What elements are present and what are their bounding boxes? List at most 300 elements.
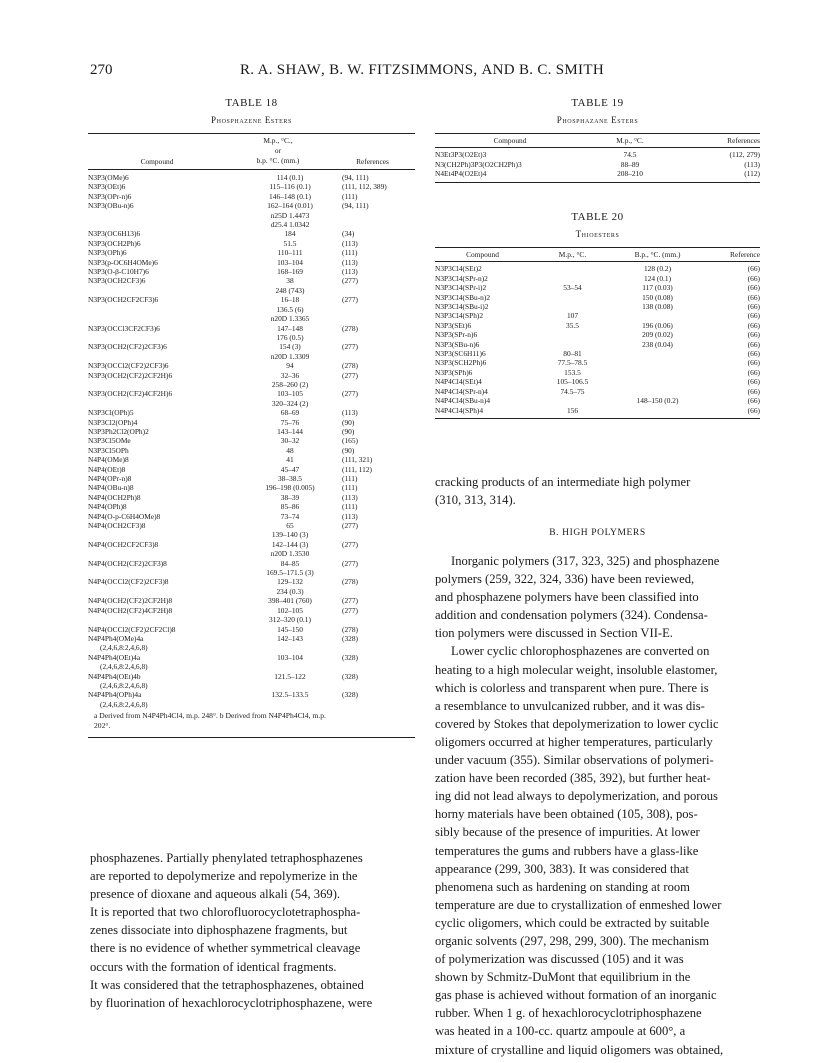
table-cell: N3P3(SPh)6 [435,367,473,377]
table-cell: N3P3(O-β-C10H7)6 [88,267,149,277]
table-row [88,483,415,492]
table-cell: 74.5 [623,150,637,160]
table-row [435,358,760,367]
table-row [435,340,760,349]
table-cell: 75–76 [280,417,300,427]
table-cell [88,549,238,558]
table-row [88,512,415,521]
table-cell: (66) [747,367,760,377]
table-row [88,474,415,483]
table-cell [342,305,415,314]
text-line: of polymerization was discussed (105) and it was [435,952,684,967]
table-row [88,220,415,229]
running-head-part: R. A. S [240,62,286,78]
table-cell [615,311,700,320]
table-row [88,258,415,267]
table-cell: N3P3Cl4(SPr-i)2 [435,283,487,293]
table-18 [88,97,415,738]
table-cell: N4P4(OCH2CF2CF3)8 [88,539,159,549]
table-cell: (277) [342,389,359,399]
text-line: oligomers occurred at higher temperatures, particularly [435,734,713,749]
table-cell: 258–260 (2) [271,379,309,389]
table-cell [342,681,415,690]
table-row [88,577,415,586]
table-cell: 105–106.5 [556,377,589,387]
table-cell: (90) [342,426,355,436]
table-cell [342,286,415,295]
table-cell: N3P3Cl4(SEt)2 [435,264,482,274]
table-cell [342,220,415,229]
table-20 [435,211,760,419]
text-line: temperature are due to crystallization of enmeshed lower [435,897,722,912]
text-line: cracking products of an intermediate high polymer [435,475,691,489]
table-cell: 196–198 (0.005) [265,483,315,493]
table-cell: 145–150 [277,624,303,634]
table-cell: N3P3(p-OC6H4OMe)6 [88,257,158,267]
table-cell [342,549,415,558]
table-row [88,286,415,295]
running-head-part: AND [481,62,515,78]
table-cell [88,286,238,295]
table-cell: 398–401 (760) [268,596,312,606]
table-row [435,330,760,339]
table-cell: 132.5–133.5 [271,690,309,700]
table-cell: N4P4(OCH2(CF2)2CF3)8 [88,558,167,568]
table-cell: 124 (0.1) [643,273,672,283]
table-cell: 234 (0.3) [276,586,304,596]
table-row [88,446,415,455]
table-row [435,311,760,320]
table-cell: N3P3(OBu-n)6 [88,201,134,211]
table-row [435,321,760,330]
table-cell: (277) [342,521,359,531]
table-cell: 153.5 [564,367,581,377]
table-row [88,324,415,333]
table-cell: (328) [342,690,359,700]
table-18-subtitle: Phosphazene Esters [211,115,292,125]
table-cell [530,340,615,349]
table-row [88,653,415,662]
table-cell: (328) [342,652,359,662]
table-cell: 107 [566,311,579,321]
table-cell: 156 [566,405,579,415]
table-cell: N4P4(OCCl2(CF2)2CF2Cl)8 [88,624,176,634]
table-cell: N4P4(OMe)8 [88,455,129,465]
right-column-text [435,552,760,1059]
table-19 [435,97,760,183]
table-cell [615,387,700,396]
table-cell: N4P4Cl4(SBu-n)4 [435,396,491,406]
column-header-mp [226,136,330,166]
table-cell [342,352,415,361]
table-cell: N3P3(OCH2(CF2)4CF2H)6 [88,389,173,399]
table-18-footnote [88,711,415,731]
text-line: zenes dissociate into diphosphazene fragments, but [90,923,348,938]
table-row [88,493,415,502]
table-cell: 150 (0.08) [642,292,673,302]
table-cell: N4P4(OPh)8 [88,502,127,512]
table-cell: (277) [342,276,359,286]
column-header-compound: Compound [493,136,527,145]
table-cell: N3P3(SC6H11)6 [435,349,486,359]
table-cell [342,211,415,220]
table-row [88,596,415,605]
table-cell: N3(CH2Ph)3P3(O2CH2Ph)3 [435,159,522,169]
table-cell: (277) [342,605,359,615]
table-cell: N4P4(OEt)8 [88,464,126,474]
text-line: tion polymers were discussed in Section VII-E. [435,626,673,641]
text-line: presence of dioxane and aqueous alkali (54, 369). [90,887,341,902]
table-cell: (66) [747,339,760,349]
text-line: polymers (259, 322, 324, 336) have been reviewed, [435,572,695,587]
table-cell: 143–144 [277,426,303,436]
table-row [435,406,760,415]
table-row [435,368,760,377]
table-cell [342,700,415,709]
table-cell [88,530,238,539]
table-cell: (2,4,6,8:2,4,6,8) [100,662,148,672]
table-cell: N3P3(OCCl2(CF2)2CF3)6 [88,361,169,371]
table-cell: (328) [342,671,359,681]
table-cell [88,333,238,342]
table-cell [615,406,700,415]
table-cell: (111) [342,474,358,483]
table-cell: N3P3(OCH2(CF2)2CF3)6 [88,342,167,352]
table-cell: N4P4(OBu-n)8 [88,483,134,493]
table-20-body [435,264,760,415]
column-header-references: References [356,156,389,166]
table-cell: 147–148 [277,323,303,333]
text-line: It was considered that the tetraphosphazenes, obtained [90,977,364,992]
text-line: mixture of crystalline and liquid oligomers was obtained, [435,1042,724,1057]
table-row [435,293,760,302]
table-cell: N4P4(OCH2Ph)8 [88,492,141,502]
table-cell: N3P3(OMe)6 [88,173,129,182]
table-cell: N4P4Ph4(OMe)4a [88,633,144,643]
table-cell [615,377,700,386]
table-cell: 65 [286,521,294,531]
table-cell: (66) [747,320,760,330]
table-cell: (111) [342,502,358,512]
table-row [88,276,415,285]
table-cell: N3P3(OC6H13)6 [88,229,141,239]
table-cell: (277) [342,295,359,305]
table-cell: (66) [747,396,760,406]
table-row [435,377,760,386]
table-row [88,465,415,474]
table-cell: N3P3Ph2Cl2(OPh)2 [88,426,149,436]
table-row [88,211,415,220]
table-cell [342,314,415,323]
table-cell: N3P3(SCH2Ph)6 [435,358,487,368]
table-cell: 128 (0.2) [643,264,672,274]
table-cell: 176 (0.5) [276,332,304,342]
table-row [88,229,415,238]
table-cell: 30–32 [280,436,300,446]
table-row [88,625,415,634]
footnote-line: a Derived from N4P4Ph4Cl4, m.p. 248°. b Derived from N4P4Ph4Cl4, m.p. [94,711,326,721]
table-row [88,399,415,408]
table-cell: 41 [286,455,294,465]
table-row [435,169,760,178]
text-line: which is colorless and transparent when pure. There is [435,680,709,695]
column-header-mp-line: M.p., °C., [263,136,293,145]
table-cell: (66) [747,273,760,283]
table-row [88,314,415,323]
table-cell: 168–169 [277,267,303,277]
running-head-part: MITH [564,62,604,78]
table-cell: (111, 112, 389) [342,182,387,192]
table-cell: 136.5 (6) [276,304,304,314]
table-cell: N4P4Cl4(SEt)4 [435,377,482,387]
column-header-mp-line: or [274,146,282,155]
table-cell: 51.5 [283,238,297,248]
table-cell [238,681,342,690]
table-row [435,387,760,396]
text-line: temperatures the gums and rubbers have a glass-like [435,843,699,858]
table-cell: (34) [342,229,355,239]
table-cell: (113) [342,492,358,502]
text-line: and phosphazene polymers have been classified into [435,590,699,605]
table-row [88,389,415,398]
column-header-compound: Compound [466,250,499,259]
table-cell: 196 (0.06) [642,320,673,330]
text-line: ing did not lead always to depolymerization, and porous [435,789,718,804]
footnote-line: 202°. [94,721,111,731]
table-row [88,192,415,201]
table-cell: 139–140 (3) [271,530,309,540]
text-line: are reported to depolymerize and repolymerize in the [90,869,358,884]
text-line: shown by Schmitz-DuMont that equilibrium in the [435,970,691,985]
table-cell: N3P3(OCCl3CF2CF3)6 [88,323,160,333]
table-cell: N3P3(OPh)6 [88,248,127,258]
table-cell: (111) [342,483,358,493]
table-cell: 35.5 [566,320,579,330]
text-line: phenomena such as hardening on standing at room [435,879,690,894]
table-20-title: TABLE 20 [571,211,624,223]
table-cell: (328) [342,633,359,643]
table-18-body [88,173,415,709]
table-cell: (111, 112) [342,464,372,474]
table-cell: 209 (0.02) [642,330,673,340]
table-cell: 138 (0.08) [642,302,673,312]
table-cell [530,396,615,405]
table-cell: 38–39 [280,492,300,502]
text-line: addition and condensation polymers (324). Condensa- [435,608,708,623]
table-cell: n25D 1.4473 [270,210,310,220]
table-cell: 16–18 [280,295,300,305]
table-cell: (2,4,6,8:2,4,6,8) [100,680,148,690]
table-cell [342,643,415,652]
table-cell: 88–89 [620,159,640,169]
table-cell: (66) [747,386,760,396]
table-cell [88,220,238,229]
table-cell: 38–38.5 [277,474,303,483]
table-cell: (94, 111) [342,201,369,211]
table-row [88,530,415,539]
table-row [88,634,415,643]
table-row [435,349,760,358]
table-cell: (113) [342,238,358,248]
table-20-header [435,250,760,259]
table-cell: (2,4,6,8:2,4,6,8) [100,643,148,653]
table-row [88,295,415,304]
table-cell: (277) [342,370,359,380]
table-cell: N3P3(SPr-n)6 [435,330,478,340]
text-line: Inorganic polymers (317, 323, 325) and phosphazene [451,554,720,568]
table-cell [88,352,238,361]
table-cell: N3P3(OCH2CF2CF3)6 [88,295,159,305]
table-cell: N3P3(OPr-n)6 [88,191,132,201]
table-row [88,352,415,361]
text-line: Lower cyclic chlorophosphazenes are converted on [451,644,710,659]
text-line: phosphazenes. Partially phenylated tetraphosphazenes [90,851,363,865]
table-cell: 312–320 (0.1) [269,615,311,625]
table-row [88,681,415,690]
table-cell [342,399,415,408]
table-cell: 148–150 (0.2) [636,396,679,406]
table-cell: N3Et3P3(O2Et)3 [435,150,487,160]
table-cell: 142–143 [277,633,303,643]
table-cell: (277) [342,596,359,606]
table-row [435,160,760,169]
table-row [88,615,415,624]
table-cell: N4Et4P4(O2Et)4 [435,169,487,179]
table-cell [238,662,342,671]
table-cell: N3P3(OCH2Ph)6 [88,238,141,248]
table-cell: N3P3Cl5OPh [88,445,129,455]
text-line: It is reported that two chlorofluorocyclotetraphospha- [90,905,361,920]
table-cell: 110–111 [277,248,303,258]
text-line: by fluorination of hexachlorocyclotriphosphazene, were [90,995,373,1010]
table-cell [342,530,415,539]
table-row [88,418,415,427]
text-line: heating to a high molecular weight, insoluble elastomer, [435,662,718,677]
table-cell: 169.5–171.5 (3) [266,568,314,578]
running-head-part: ITZSIMMONS [377,62,474,78]
table-18-title: TABLE 18 [225,97,278,109]
table-cell: 32–36 [280,370,300,380]
table-row [88,662,415,671]
table-cell [342,380,415,389]
text-line: occurs with the formation of identical fragments. [90,959,337,974]
table-cell: (66) [747,330,760,340]
text-line: rubber. When 1 g. of hexachlorocyclotriphosphazene [435,1006,702,1021]
table-cell: 77.5–78.5 [557,358,588,368]
table-cell: (66) [747,349,760,359]
table-row [88,333,415,342]
table-row [88,672,415,681]
table-cell: N3P3Cl2(OPh)4 [88,417,138,427]
table-cell: (94, 111) [342,173,369,182]
table-cell: N3P3(OEt)6 [88,182,126,192]
text-line: appearance (299, 300, 383). It was considered that [435,861,689,876]
table-cell [88,380,238,389]
table-cell: 102–105 [277,605,303,615]
table-cell [88,399,238,408]
table-cell: 146–148 (0.1) [269,191,311,201]
text-line: zation have been recorded (385, 392), but further heat- [435,771,711,786]
text-line: under vacuum (355). Similar observations of polymeri- [435,753,714,768]
table-cell: 208–210 [617,169,643,179]
table-cell: 80–81 [563,349,582,359]
column-header-mp-line: b.p. °C. (mm.) [256,156,300,165]
table-cell: (66) [747,358,760,368]
table-row [88,455,415,464]
table-cell: 238 (0.04) [642,339,673,349]
left-column-text [90,849,415,1012]
column-header-compound: Compound [140,156,174,166]
table-cell: (66) [747,405,760,415]
table-cell [238,643,342,652]
table-cell [615,349,700,358]
table-cell: (277) [342,539,359,549]
table-cell [530,274,615,283]
table-cell: n20D 1.3309 [270,351,310,361]
table-cell: (90) [342,445,355,455]
table-cell: 154 (3) [279,342,301,352]
table-cell: (112) [744,169,760,179]
column-header-mp: M.p., °C. [558,250,587,259]
table-cell: (111, 321) [342,455,373,465]
table-cell: (66) [747,377,760,387]
table-cell [342,587,415,596]
table-cell: (90) [342,417,355,427]
table-cell: n20D 1.3365 [270,314,310,324]
table-cell: (113) [744,159,760,169]
table-cell: (112, 279) [729,150,760,160]
table-cell [615,358,700,367]
table-cell: (66) [747,311,760,321]
table-cell: N3P3(OCH2(CF2)2CF2H)6 [88,370,173,380]
table-cell: N3P3Cl4(SBu-i)2 [435,302,489,312]
table-cell: 53–54 [563,283,582,293]
table-cell: N4P4(OPr-n)8 [88,474,132,483]
table-cell: 121.5–122 [274,671,306,681]
table-row [88,700,415,709]
table-row [88,427,415,436]
table-cell: 115–116 (0.1) [269,182,311,192]
table-row [88,380,415,389]
running-head-part: B. C. S [514,62,565,78]
table-cell: (277) [342,342,359,352]
text-line: sibly because of the presence of impurities. At lower [435,825,700,840]
text-line: horny materials have been obtained (105, 308), pos- [435,807,698,822]
table-cell: N4P4(OCCl2(CF2)2CF3)8 [88,577,169,587]
table-cell: N4P4(OCH2(CF2)4CF2H)8 [88,605,173,615]
table-row [88,643,415,652]
table-row [88,361,415,370]
table-cell: 73–74 [280,511,300,521]
text-line: there is no evidence of whether symmetrical cleavage [90,941,361,956]
table-cell [88,211,238,220]
column-header-references: References [727,136,760,145]
running-head [240,62,760,79]
table-cell: N3P3(SEt)6 [435,320,472,330]
table-row [88,549,415,558]
table-row [88,201,415,210]
column-header-bp: B.p., °C. (mm.) [634,250,681,259]
column-header-mp: M.p., °C. [616,136,644,145]
table-cell: N4P4(O-p-C6H4OMe)8 [88,511,161,521]
table-cell [530,264,615,273]
table-cell: N4P4Ph4(OEt)4a [88,652,141,662]
page-number: 270 [90,62,113,78]
table-cell: N3P3Cl(OPh)5 [88,408,134,418]
table-cell: (277) [342,558,359,568]
table-cell: (66) [747,302,760,312]
table-cell: 45–47 [280,464,300,474]
